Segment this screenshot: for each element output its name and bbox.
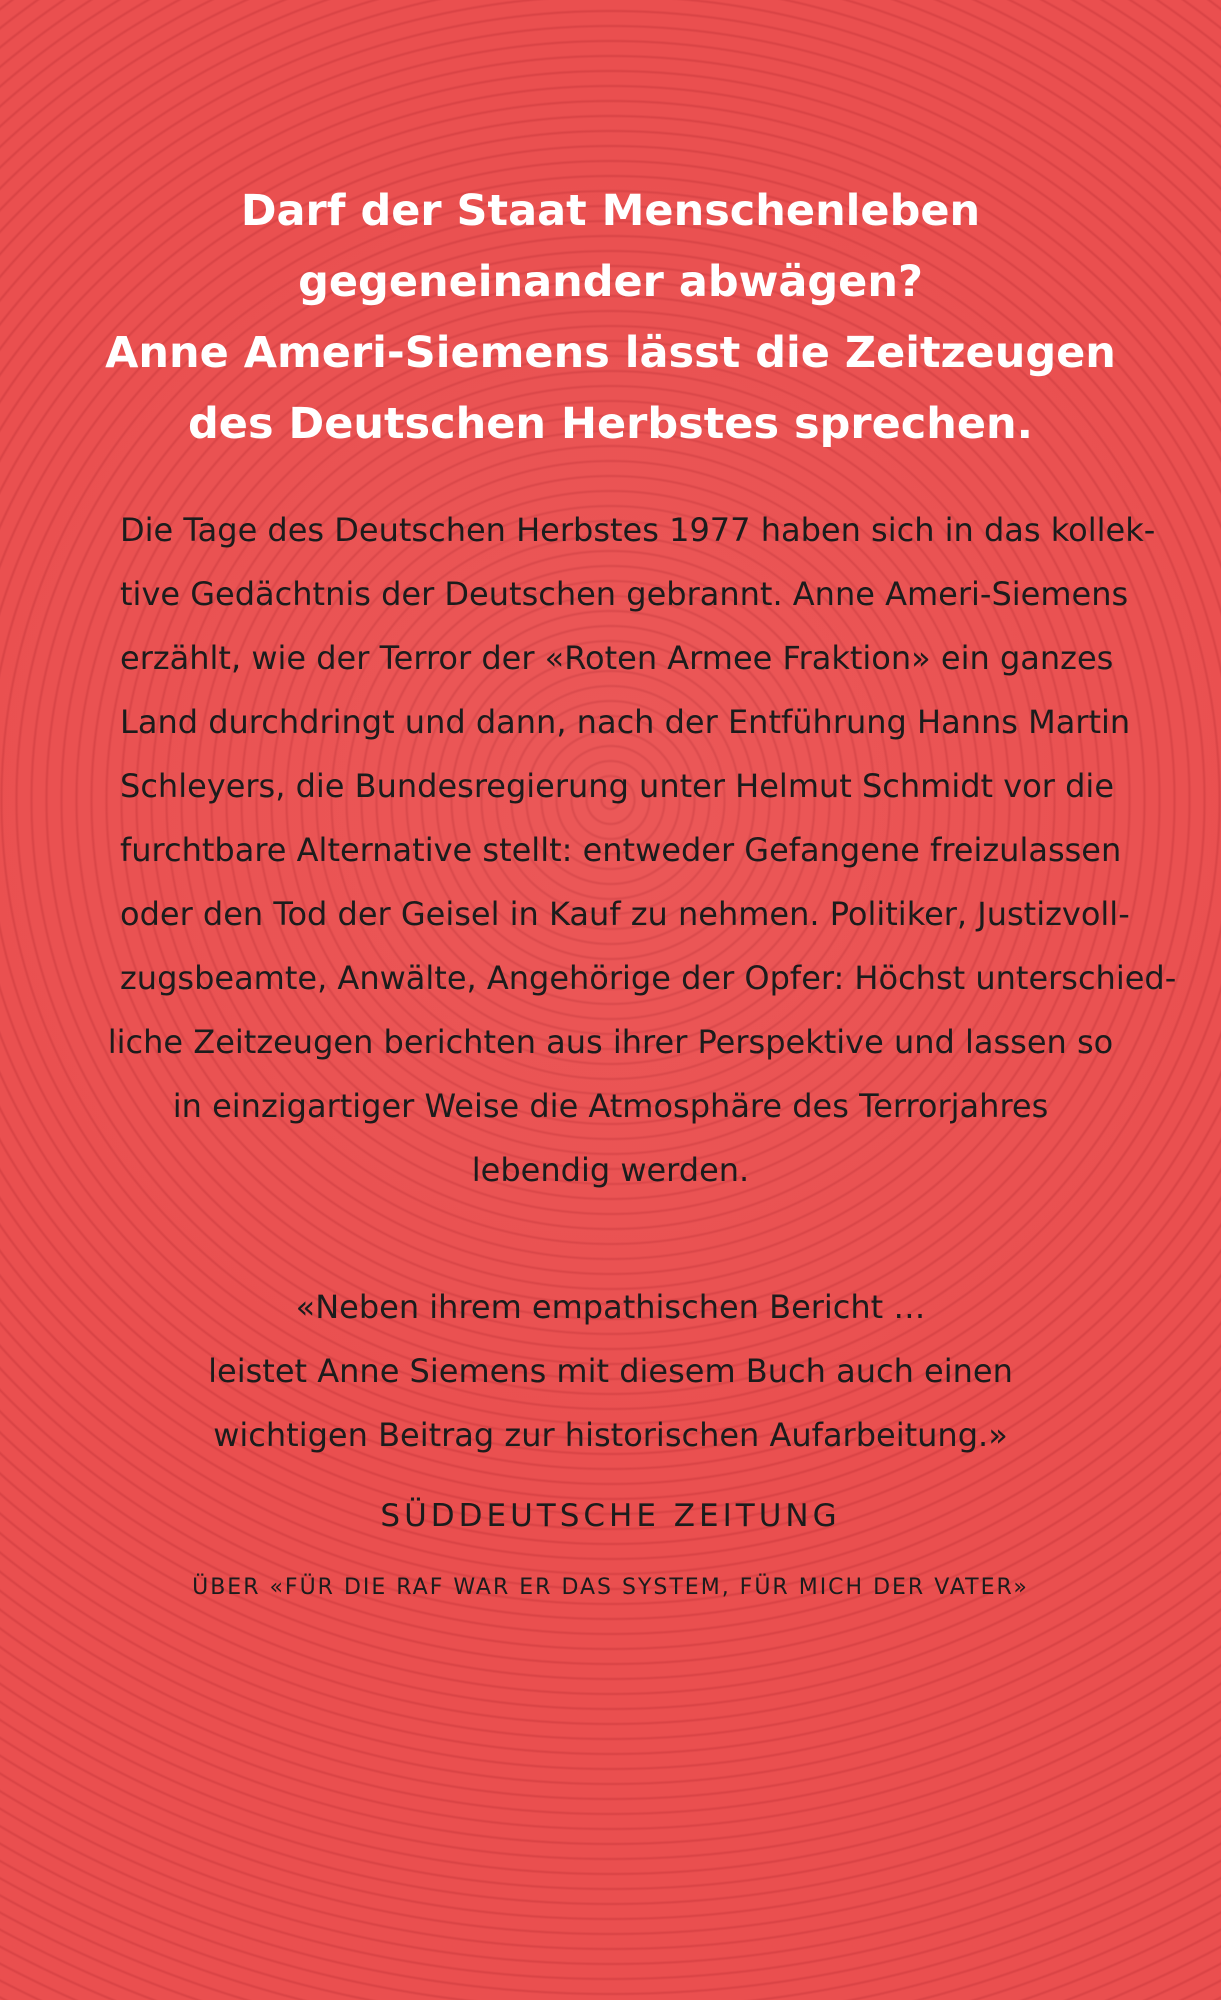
headline-line: gegeneinander abwägen? — [298, 257, 923, 307]
press-quote — [0, 1275, 1221, 1467]
blurb-line: Land durchdringt und dann, nach der Entführung Hanns Martin — [120, 703, 1131, 741]
quote-line: «Neben ihrem empathischen Bericht … — [295, 1288, 926, 1326]
blurb-line: Schleyers, die Bundesregierung unter Helmut Schmidt vor die — [120, 767, 1114, 805]
blurb-line: Die Tage des Deutschen Herbstes 1977 haben sich in das kollek- — [120, 511, 1156, 549]
blurb-line: lebendig werden. — [471, 1151, 750, 1189]
quote-line: wichtigen Beitrag zur historischen Aufarbeitung.» — [213, 1416, 1008, 1454]
blurb-line: furchtbare Alternative stellt: entweder Gefangene freizulassen — [120, 831, 1122, 869]
blurb-line: liche Zeitzeugen berichten aus ihrer Perspektive und lassen so — [107, 1023, 1114, 1061]
blurb-line: zugsbeamte, Anwälte, Angehörige der Opfer: Höchst unterschied- — [120, 959, 1177, 997]
blurb-line: tive Gedächtnis der Deutschen gebrannt. Anne Ameri-Siemens — [120, 575, 1129, 613]
blurb-line: erzählt, wie der Terror der «Roten Armee Fraktion» ein ganzes — [120, 639, 1114, 677]
headline-line: des Deutschen Herbstes sprechen. — [188, 399, 1033, 449]
blurb-line: oder den Tod der Geisel in Kauf zu nehmen. Politiker, Justizvoll- — [120, 895, 1130, 933]
headline-line: Anne Ameri-Siemens lässt die Zeitzeugen — [105, 328, 1116, 378]
headline-line: Darf der Staat Menschenleben — [240, 186, 981, 236]
blurb-line: in einzigartiger Weise die Atmosphäre des Terrorjahres — [172, 1087, 1049, 1125]
quote-source: SÜDDEUTSCHE ZEITUNG — [380, 1498, 841, 1534]
quote-line: leistet Anne Siemens mit diesem Buch auch einen — [208, 1352, 1013, 1390]
blurb-paragraph — [0, 498, 1221, 1202]
quote-source-note: ÜBER «FÜR DIE RAF WAR ER DAS SYSTEM, FÜR MICH DER VATER» — [192, 1575, 1029, 1600]
headline — [0, 176, 1221, 460]
